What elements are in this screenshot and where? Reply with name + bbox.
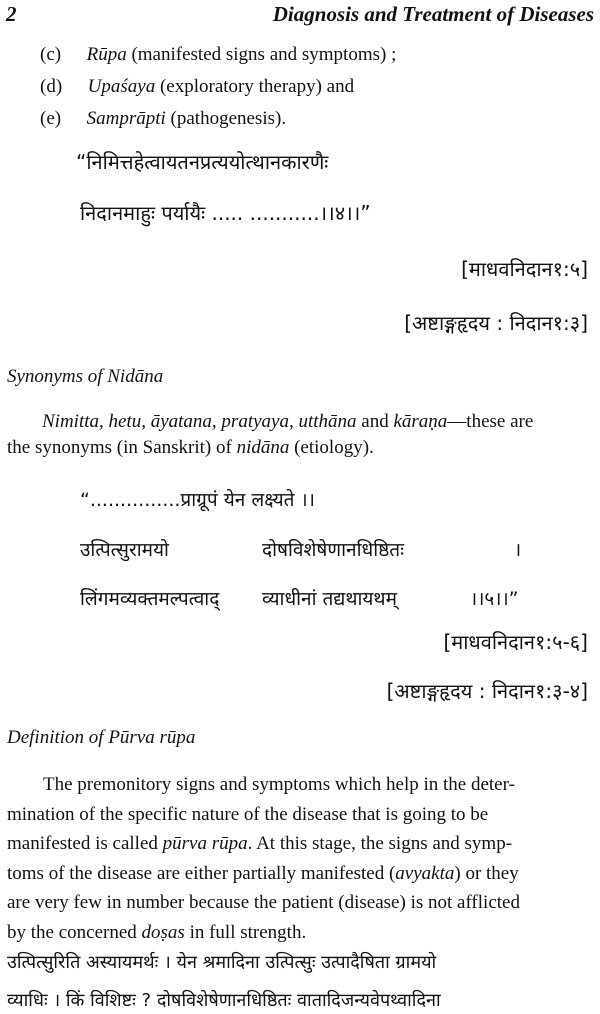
commentary-line2: व्याधिः । किं विशिष्टः ? दोषविशेषेणानधिष्ठितः वातादिजन्यवेपथ्वादिना xyxy=(7,990,441,1011)
reference-madhava: [माधवनिदान१:५] xyxy=(461,257,588,281)
para-line xyxy=(7,918,593,948)
purva-rupa-term: pūrva rūpa xyxy=(162,833,248,854)
section-heading: Synonyms of Nidāna xyxy=(7,366,164,387)
item-term: Rūpa xyxy=(86,44,127,65)
text-span: toms of the disease are either partially manifested ( xyxy=(7,862,396,884)
item-term: Samprāpti xyxy=(86,108,166,129)
verse2-line2c: । xyxy=(514,539,522,561)
verse1-line1: “निमित्तहेत्वायतनप्रत्ययोत्थानकारणैः xyxy=(76,150,329,174)
verse2-line1: “...............प्राग्रूपं येन लक्ष्यते ।। xyxy=(80,489,315,511)
nidana-term: nidāna xyxy=(236,437,290,458)
text-etiology: (etiology). xyxy=(289,437,374,458)
list-item xyxy=(40,76,354,98)
para-line xyxy=(7,829,593,859)
verse2-line2b: दोषविशेषेणानधिष्ठितः xyxy=(262,539,404,561)
verse1-line2: निदानमाहुः पर्यायैः ..... ...........।।४।।” xyxy=(80,201,371,225)
verse2-line3b: व्याधीनां तद्यथायथम् xyxy=(262,588,397,610)
item-marker: (c) xyxy=(40,44,62,65)
text-span: . At this stage, the signs and symp- xyxy=(247,833,513,854)
reference-ashtanga: [अष्टाङ्गहृदय : निदान१:३] xyxy=(404,311,588,335)
list-item xyxy=(40,44,396,66)
synonyms-paragraph-line2 xyxy=(7,437,374,459)
text-span: in full strength. xyxy=(184,921,307,943)
verse2-line3c: ।।५।।” xyxy=(470,588,519,610)
para-line xyxy=(7,859,593,889)
text-span: manifested is called xyxy=(7,833,163,854)
list-item xyxy=(40,108,286,130)
item-marker: (d) xyxy=(40,76,63,97)
section-heading-2: Definition of Pūrva rūpa xyxy=(7,727,196,748)
item-desc: (exploratory therapy) and xyxy=(155,76,355,97)
verse2-line3a: लिंगमव्यक्तमल्पत्वाद् xyxy=(80,588,220,610)
text-span: ) or they xyxy=(454,862,519,884)
avyakta-term: avyakta xyxy=(395,862,455,884)
dosas-term: doṣas xyxy=(141,921,185,943)
page-number: 2 xyxy=(6,2,17,26)
item-term: Upaśaya xyxy=(87,76,156,97)
reference-madhava-2: [माधवनिदान१:५-६] xyxy=(443,630,588,654)
running-title: Diagnosis and Treatment of Diseases xyxy=(272,2,594,26)
synonyms-paragraph-line1 xyxy=(42,411,533,433)
para-line: mination of the specific nature of the disease that is going to be xyxy=(7,803,489,825)
text-and: and xyxy=(356,411,394,432)
item-marker: (e) xyxy=(40,108,62,129)
purva-rupa-paragraph xyxy=(7,770,593,947)
commentary-line1: उत्पित्सुरिति अस्यायमर्थः । येन श्रमादिना उत्पित्सुः उत्पादैषिता ग्रामयो xyxy=(7,952,437,973)
text-span: by the concerned xyxy=(7,921,142,943)
reference-ashtanga-2: [अष्टाङ्गहृदय : निदान१:३-४] xyxy=(386,679,588,703)
verse2-line2a: उत्पित्सुरामयो xyxy=(80,539,169,561)
item-desc: (pathogenesis). xyxy=(165,108,287,129)
para-line: are very few in number because the patient (disease) is not afflicted xyxy=(7,892,520,913)
item-desc: (manifested signs and symptoms) ; xyxy=(126,44,397,65)
synonym-terms: Nimitta, hetu, āyatana, pratyaya, utthāna xyxy=(42,411,357,432)
para-line: The premonitory signs and symptoms which help in the deter- xyxy=(43,774,515,795)
text-synonyms: the synonyms (in Sanskrit) of xyxy=(7,437,237,458)
text-these-are: —these are xyxy=(447,411,534,432)
karana-term: kāraṇa xyxy=(393,411,448,432)
